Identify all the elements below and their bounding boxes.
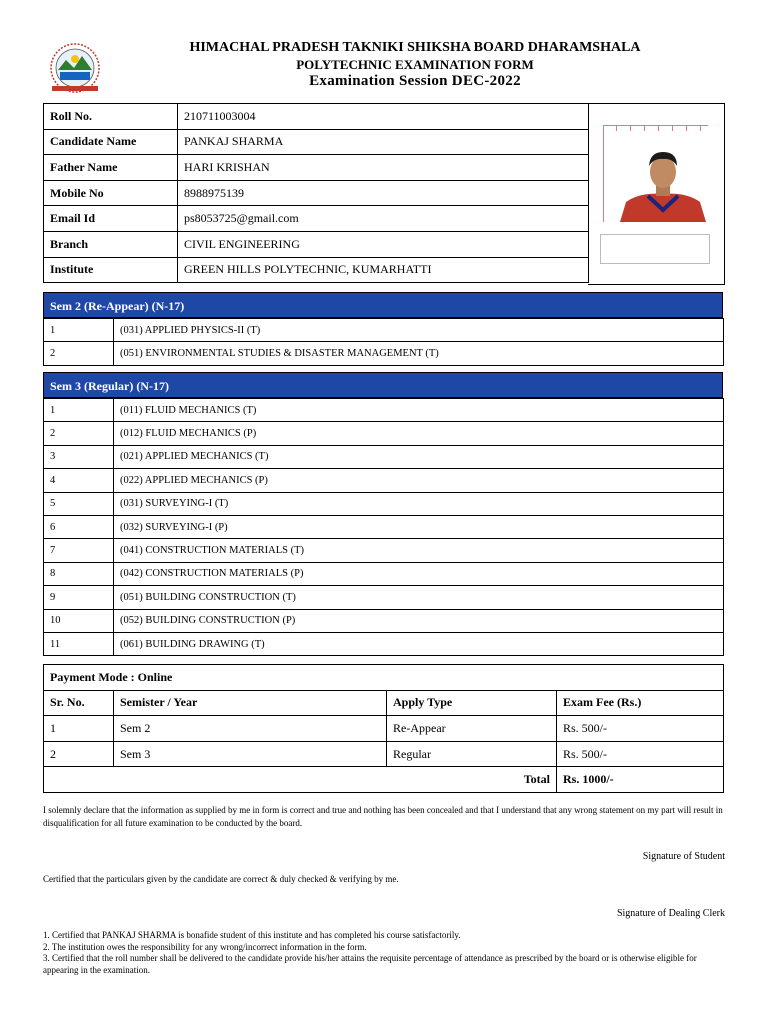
- info-value: HARI KRISHAN: [178, 155, 589, 181]
- subject-name: (031) SURVEYING-I (T): [114, 492, 724, 515]
- subject-name: (051) BUILDING CONSTRUCTION (T): [114, 586, 724, 609]
- board-title: HIMACHAL PRADESH TAKNIKI SHIKSHA BOARD DHARAMSHALA: [189, 40, 641, 55]
- col-header: Semister / Year: [114, 690, 387, 716]
- note-item: 3. Certified that the roll number shall be delivered to the candidate provide his/her attains the requisite percentage of attendance as prescribed by the board or is otherwise eligible for appearing in the examination.: [43, 953, 697, 975]
- subject-number: 8: [44, 562, 114, 585]
- subject-row: [44, 399, 724, 422]
- info-label: Email Id: [44, 206, 178, 232]
- subject-number: 1: [44, 399, 114, 422]
- info-row: [44, 257, 589, 283]
- subject-name: (012) FLUID MECHANICS (P): [114, 422, 724, 445]
- candidate-photo: [620, 144, 706, 222]
- subject-number: 2: [44, 422, 114, 445]
- subject-number: 2: [44, 342, 114, 365]
- subject-row: [44, 422, 724, 445]
- cell: 1: [44, 716, 114, 742]
- info-row: [44, 155, 589, 181]
- subject-name: (021) APPLIED MECHANICS (T): [114, 445, 724, 468]
- info-value: 8988975139: [178, 180, 589, 206]
- cell: Regular: [387, 741, 557, 767]
- subject-number: 9: [44, 586, 114, 609]
- col-header: Sr. No.: [44, 690, 114, 716]
- sem3-header: Sem 3 (Regular) (N-17): [43, 372, 723, 398]
- subject-row: [44, 586, 724, 609]
- subject-name: (011) FLUID MECHANICS (T): [114, 399, 724, 422]
- cell: Rs. 500/-: [557, 741, 724, 767]
- subject-row: [44, 492, 724, 515]
- sem3-subject-table: [43, 398, 724, 656]
- subject-name: (052) BUILDING CONSTRUCTION (P): [114, 609, 724, 632]
- cell: Sem 3: [114, 741, 387, 767]
- subject-row: [44, 562, 724, 585]
- subject-name: (022) APPLIED MECHANICS (P): [114, 469, 724, 492]
- subject-number: 6: [44, 515, 114, 538]
- subject-name: (061) BUILDING DRAWING (T): [114, 632, 724, 655]
- payment-row: [44, 741, 724, 767]
- certification-text: Certified that the particulars given by the candidate are correct & duly checked & verifying by me.: [43, 874, 399, 884]
- subject-number: 1: [44, 319, 114, 342]
- subject-number: 11: [44, 632, 114, 655]
- form-title: POLYTECHNIC EXAMINATION FORM: [296, 57, 534, 72]
- subject-row: [44, 469, 724, 492]
- info-row: [44, 129, 589, 155]
- info-value: GREEN HILLS POLYTECHNIC, KUMARHATTI: [178, 257, 589, 283]
- info-value: CIVIL ENGINEERING: [178, 231, 589, 257]
- sem2-subject-table: [43, 318, 724, 366]
- cell: 2: [44, 741, 114, 767]
- subject-row: [44, 515, 724, 538]
- cell: Rs. 500/-: [557, 716, 724, 742]
- info-row: [44, 104, 589, 130]
- sem2-header: Sem 2 (Re-Appear) (N-17): [43, 292, 723, 318]
- subject-number: 10: [44, 609, 114, 632]
- board-logo: [44, 42, 106, 94]
- payment-mode-row: [44, 665, 724, 691]
- subject-row: [44, 539, 724, 562]
- info-row: [44, 231, 589, 257]
- info-value: 210711003004: [178, 104, 589, 130]
- info-label: Candidate Name: [44, 129, 178, 155]
- subject-name: (032) SURVEYING-I (P): [114, 515, 724, 538]
- cell: Sem 2: [114, 716, 387, 742]
- subject-number: 7: [44, 539, 114, 562]
- total-value: Rs. 1000/-: [557, 767, 724, 793]
- info-label: Mobile No: [44, 180, 178, 206]
- subject-row: [44, 632, 724, 655]
- note-item: 1. Certified that PANKAJ SHARMA is bonafide student of this institute and has completed his course satisfactorily.: [43, 930, 461, 940]
- info-label: Institute: [44, 257, 178, 283]
- subject-row: [44, 445, 724, 468]
- subject-name: (031) APPLIED PHYSICS-II (T): [114, 319, 724, 342]
- subject-row: [44, 609, 724, 632]
- cell: Re-Appear: [387, 716, 557, 742]
- subject-number: 3: [44, 445, 114, 468]
- candidate-info-table: [43, 103, 589, 283]
- col-header: Apply Type: [387, 690, 557, 716]
- info-value: PANKAJ SHARMA: [178, 129, 589, 155]
- payment-mode: Payment Mode : Online: [44, 665, 724, 691]
- subject-name: (051) ENVIRONMENTAL STUDIES & DISASTER MANAGEMENT (T): [114, 342, 724, 365]
- payment-header-row: [44, 690, 724, 716]
- subject-number: 5: [44, 492, 114, 515]
- subject-name: (041) CONSTRUCTION MATERIALS (T): [114, 539, 724, 562]
- photo-box: [588, 103, 725, 285]
- note-item: 2. The institution owes the responsibility for any wrong/incorrect information in the form.: [43, 941, 367, 952]
- col-header: Exam Fee (Rs.): [557, 690, 724, 716]
- total-row: [44, 767, 724, 793]
- total-label: Total: [44, 767, 557, 793]
- info-label: Branch: [44, 231, 178, 257]
- declaration-text: I solemnly declare that the information as supplied by me in form is correct and true and nothing has been concealed and that I understand that any wrong statement on my part will result in disqualification for all future examination to be conducted by the board.: [43, 805, 723, 828]
- subject-row: [44, 319, 724, 342]
- clerk-signature-label: Signature of Dealing Clerk: [616, 908, 725, 919]
- payment-row: [44, 716, 724, 742]
- info-row: [44, 206, 589, 232]
- info-row: [44, 180, 589, 206]
- info-label: Father Name: [44, 155, 178, 181]
- notes: [43, 930, 733, 976]
- subject-number: 4: [44, 469, 114, 492]
- subject-row: [44, 342, 724, 365]
- info-label: Roll No.: [44, 104, 178, 130]
- student-signature-label: Signature of Student: [642, 851, 725, 862]
- signature-box: [600, 234, 710, 264]
- info-value: ps8053725@gmail.com: [178, 206, 589, 232]
- subject-name: (042) CONSTRUCTION MATERIALS (P): [114, 562, 724, 585]
- payment-table: [43, 664, 724, 793]
- session-title: Examination Session DEC-2022: [309, 73, 521, 89]
